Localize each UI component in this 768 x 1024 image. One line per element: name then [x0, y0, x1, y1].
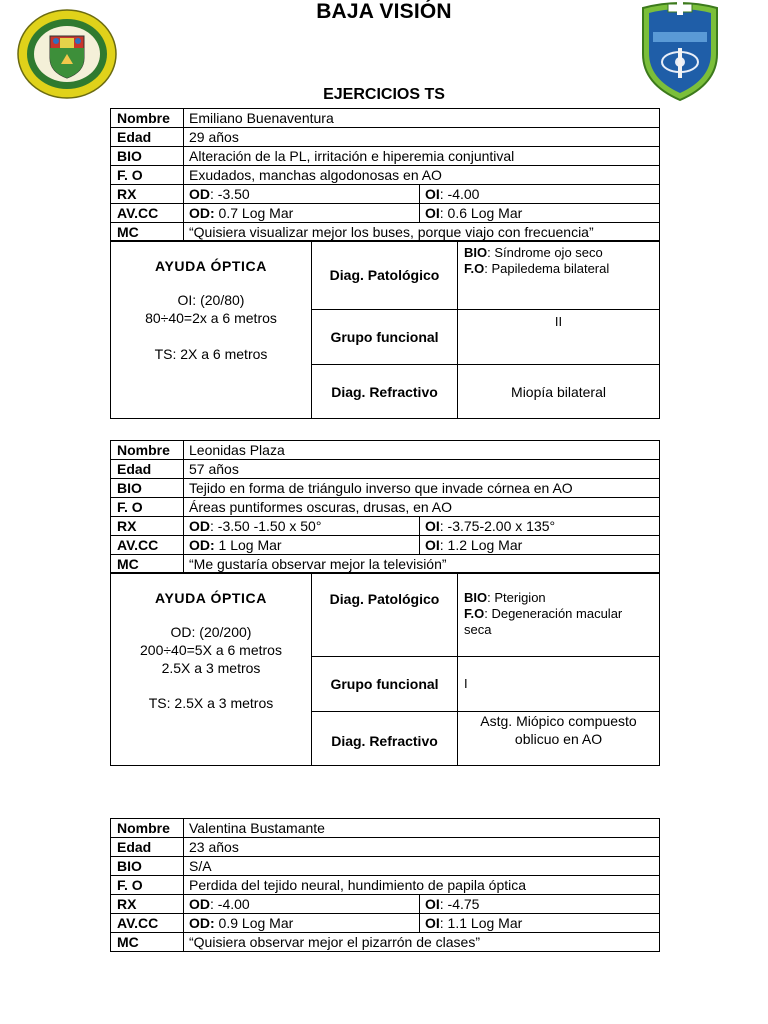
edad-value: 57 años — [184, 460, 660, 479]
rx-oi: OI: -4.75 — [420, 895, 660, 914]
table-row — [111, 479, 660, 498]
document-subtitle: EJERCICIOS TS — [323, 86, 445, 103]
ts-value: TS: 2.5X a 3 metros — [148, 695, 274, 711]
grupo-funcional-label: Grupo funcional — [312, 310, 458, 365]
mc-label: MC — [111, 223, 184, 242]
table-row — [111, 819, 660, 838]
ayuda-optica-heading: AYUDA ÓPTICA — [155, 258, 267, 274]
table-row — [111, 838, 660, 857]
table-row — [111, 109, 660, 128]
ayuda-line: 200÷40=5X a 6 metros — [140, 642, 282, 658]
patient-1-diagnosis-table — [110, 240, 660, 419]
ayuda-line: OI: (20/80) — [177, 292, 245, 308]
table-row — [111, 914, 660, 933]
mc-value: “Quisiera visualizar mejor los buses, porque viajo con frecuencia” — [184, 223, 660, 242]
optometry-shield-logo — [635, 0, 725, 102]
table-row — [111, 933, 660, 952]
table-row — [111, 876, 660, 895]
fo-label: F. O — [111, 498, 184, 517]
bio-label: BIO — [111, 857, 184, 876]
bio-value: Alteración de la PL, irritación e hiperemia conjuntival — [184, 147, 660, 166]
edad-label: Edad — [111, 838, 184, 857]
diag-patologico-value: BIO: Pterigion F.O: Degeneración macular seca — [458, 573, 660, 657]
table-row — [111, 128, 660, 147]
ayuda-optica-heading: AYUDA ÓPTICA — [155, 590, 267, 606]
ayuda-line: 2.5X a 3 metros — [161, 660, 261, 676]
bio-value: Tejido en forma de triángulo inverso que invade córnea en AO — [184, 479, 660, 498]
fo-value: Áreas puntiformes oscuras, drusas, en AO — [184, 498, 660, 517]
ts-value: TS: 2X a 6 metros — [154, 346, 268, 362]
patient-2-diagnosis-table — [110, 572, 660, 766]
rx-oi: OI: -4.00 — [420, 185, 660, 204]
patient-1-table — [110, 108, 660, 242]
edad-label: Edad — [111, 460, 184, 479]
mc-value: “Quisiera observar mejor el pizarrón de clases” — [184, 933, 660, 952]
grupo-funcional-value: I — [458, 657, 660, 712]
bio-label: BIO — [111, 479, 184, 498]
table-row — [111, 147, 660, 166]
diag-refractivo-label: Diag. Refractivo — [312, 712, 458, 766]
avcc-label: AV.CC — [111, 204, 184, 223]
table-row — [111, 895, 660, 914]
nombre-value: Leonidas Plaza — [184, 441, 660, 460]
fo-value: Perdida del tejido neural, hundimiento de papila óptica — [184, 876, 660, 895]
table-row — [111, 223, 660, 242]
table-row — [111, 517, 660, 536]
rx-label: RX — [111, 517, 184, 536]
avcc-label: AV.CC — [111, 914, 184, 933]
mc-label: MC — [111, 933, 184, 952]
table-row — [111, 498, 660, 517]
fo-label: F. O — [111, 166, 184, 185]
diag-refractivo-label: Diag. Refractivo — [312, 365, 458, 419]
av-od: OD: 1 Log Mar — [184, 536, 420, 555]
avcc-label: AV.CC — [111, 536, 184, 555]
ayuda-optica-cell — [111, 241, 312, 419]
bio-label: BIO — [111, 147, 184, 166]
ayuda-line: 80÷40=2x a 6 metros — [145, 310, 277, 326]
av-od: OD: 0.7 Log Mar — [184, 204, 420, 223]
diag-patologico-label: Diag. Patológico — [312, 573, 458, 657]
nombre-value: Valentina Bustamante — [184, 819, 660, 838]
table-row — [111, 204, 660, 223]
rx-od: OD: -4.00 — [184, 895, 420, 914]
ayuda-optica-cell — [111, 573, 312, 766]
nombre-label: Nombre — [111, 109, 184, 128]
rx-od: OD: -3.50 — [184, 185, 420, 204]
university-seal-logo — [16, 8, 118, 100]
rx-label: RX — [111, 185, 184, 204]
diag-patologico-value: BIO: Síndrome ojo seco F.O: Papiledema bilateral — [458, 241, 660, 310]
mc-value: “Me gustaría observar mejor la televisión” — [184, 555, 660, 574]
patient-2-table — [110, 440, 660, 574]
mc-label: MC — [111, 555, 184, 574]
table-row — [111, 536, 660, 555]
edad-value: 29 años — [184, 128, 660, 147]
av-od: OD: 0.9 Log Mar — [184, 914, 420, 933]
patient-3-table — [110, 818, 660, 952]
rx-oi: OI: -3.75-2.00 x 135° — [420, 517, 660, 536]
edad-value: 23 años — [184, 838, 660, 857]
av-oi: OI: 0.6 Log Mar — [420, 204, 660, 223]
table-row — [111, 460, 660, 479]
fo-label: F. O — [111, 876, 184, 895]
nombre-label: Nombre — [111, 819, 184, 838]
rx-od: OD: -3.50 -1.50 x 50° — [184, 517, 420, 536]
table-row — [111, 857, 660, 876]
ayuda-line: OD: (20/200) — [170, 624, 252, 640]
nombre-value: Emiliano Buenaventura — [184, 109, 660, 128]
diag-patologico-label: Diag. Patológico — [312, 241, 458, 310]
document-title: BAJA VISIÓN — [316, 0, 452, 23]
bio-value: S/A — [184, 857, 660, 876]
nombre-label: Nombre — [111, 441, 184, 460]
table-row — [111, 441, 660, 460]
av-oi: OI: 1.1 Log Mar — [420, 914, 660, 933]
table-row — [111, 555, 660, 574]
diag-refractivo-value: Astg. Miópico compuesto oblicuo en AO — [458, 712, 660, 766]
diag-refractivo-value: Miopía bilateral — [458, 365, 660, 419]
table-row — [111, 185, 660, 204]
edad-label: Edad — [111, 128, 184, 147]
table-row — [111, 166, 660, 185]
grupo-funcional-value: II — [458, 310, 660, 365]
grupo-funcional-label: Grupo funcional — [312, 657, 458, 712]
rx-label: RX — [111, 895, 184, 914]
fo-value: Exudados, manchas algodonosas en AO — [184, 166, 660, 185]
av-oi: OI: 1.2 Log Mar — [420, 536, 660, 555]
